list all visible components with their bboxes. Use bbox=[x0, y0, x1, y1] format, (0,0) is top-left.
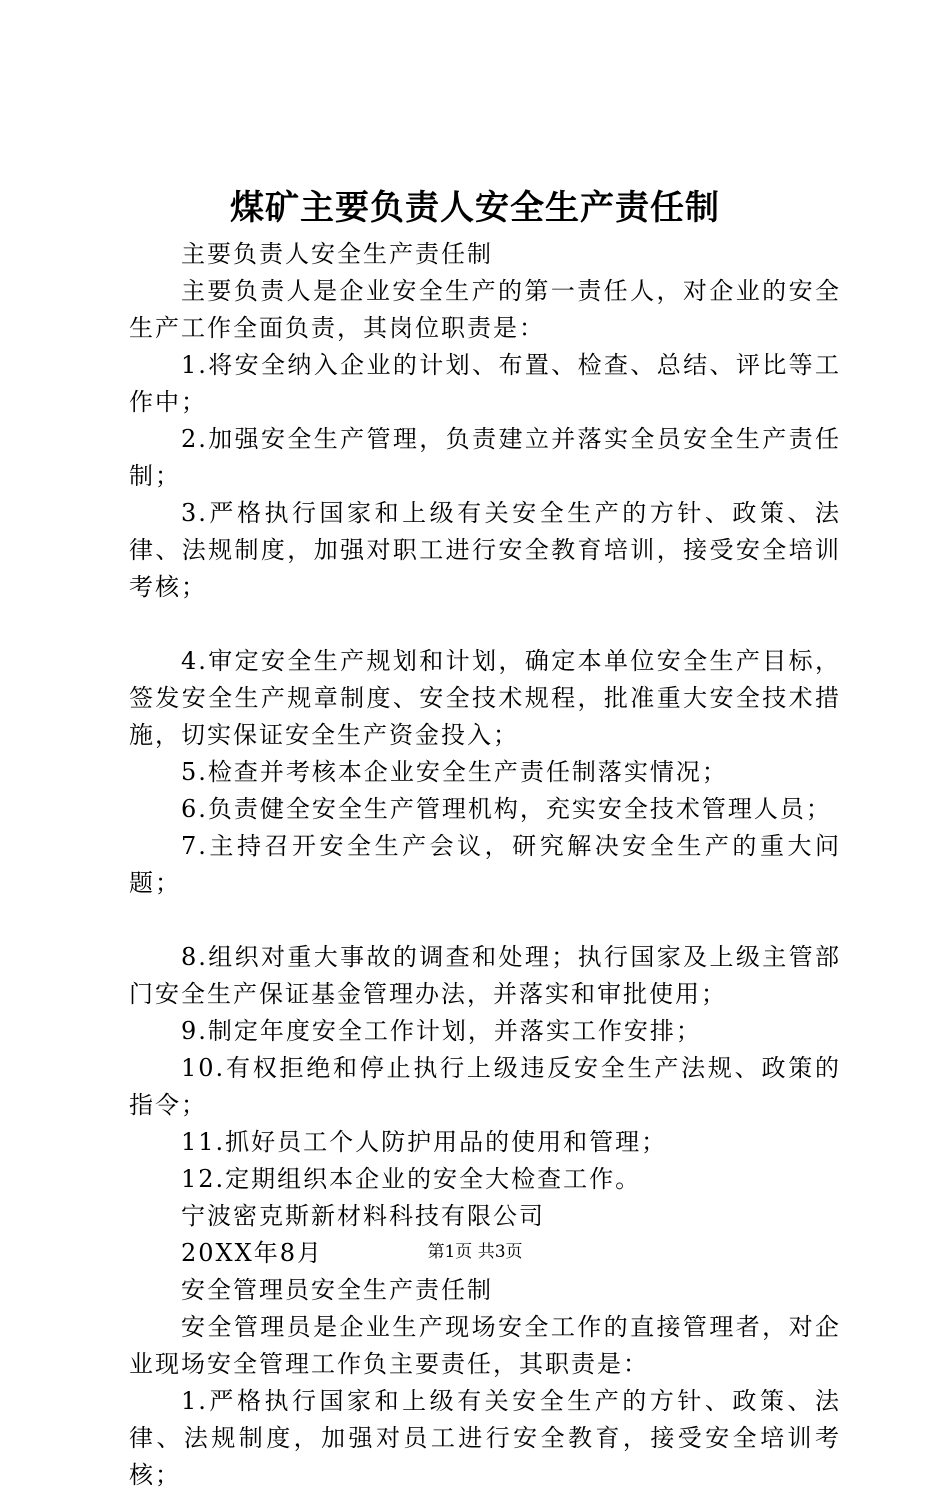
paragraph-item-1: 1.将安全纳入企业的计划、布置、检查、总结、评比等工作中； bbox=[129, 351, 841, 416]
paragraph-section-heading-2: 安全管理员安全生产责任制 bbox=[181, 1276, 493, 1304]
paragraph-item-9: 9.制定年度安全工作计划，并落实工作安排； bbox=[181, 1017, 702, 1045]
document-body bbox=[129, 236, 841, 1494]
paragraph-item-7: 7.主持召开安全生产会议，研究解决安全生产的重大问题； bbox=[129, 832, 841, 897]
paragraph-item-4: 4.审定安全生产规划和计划，确定本单位安全生产目标，签发安全生产规章制度、安全技术规程，批准重大安全技术措施，切实保证安全生产资金投入； bbox=[129, 647, 841, 749]
paragraph-item-5: 5.检查并考核本企业安全生产责任制落实情况； bbox=[181, 758, 728, 786]
paragraph-item-2-1: 1.严格执行国家和上级有关安全生产的方针、政策、法律、法规制度，加强对员工进行安全教育，接受安全培训考核； bbox=[129, 1387, 841, 1489]
paragraph-item-2: 2.加强安全生产管理，负责建立并落实全员安全生产责任制； bbox=[129, 425, 841, 490]
paragraph-item-6: 6.负责健全安全生产管理机构，充实安全技术管理人员； bbox=[181, 795, 832, 823]
company-name: 宁波密克斯新材料科技有限公司 bbox=[181, 1202, 545, 1230]
page-number-footer: 第1页 共3页 bbox=[427, 1242, 523, 1262]
blank-line bbox=[129, 902, 841, 939]
paragraph-item-3: 3.严格执行国家和上级有关安全生产的方针、政策、法律、法规制度，加强对职工进行安全教育培训，接受安全培训考核； bbox=[129, 499, 841, 601]
paragraph-item-8: 8.组织对重大事故的调查和处理；执行国家及上级主管部门安全生产保证基金管理办法，并落实和审批使用； bbox=[129, 943, 841, 1008]
paragraph-item-10: 10.有权拒绝和停止执行上级违反安全生产法规、政策的指令； bbox=[129, 1054, 841, 1119]
document-date: 20XX年8月 bbox=[181, 1239, 323, 1267]
paragraph-intro-2: 安全管理员是企业生产现场安全工作的直接管理者，对企业现场安全管理工作负主要责任，其职责是： bbox=[129, 1313, 841, 1378]
document-title: 煤矿主要负责人安全生产责任制 bbox=[230, 188, 720, 228]
paragraph-item-12: 12.定期组织本企业的安全大检查工作。 bbox=[181, 1165, 642, 1193]
paragraph-section-heading: 主要负责人安全生产责任制 bbox=[181, 240, 493, 268]
blank-line bbox=[129, 606, 841, 643]
paragraph-item-11: 11.抓好员工个人防护用品的使用和管理； bbox=[181, 1128, 668, 1156]
paragraph-intro: 主要负责人是企业安全生产的第一责任人，对企业的安全生产工作全面负责，其岗位职责是： bbox=[129, 277, 841, 342]
